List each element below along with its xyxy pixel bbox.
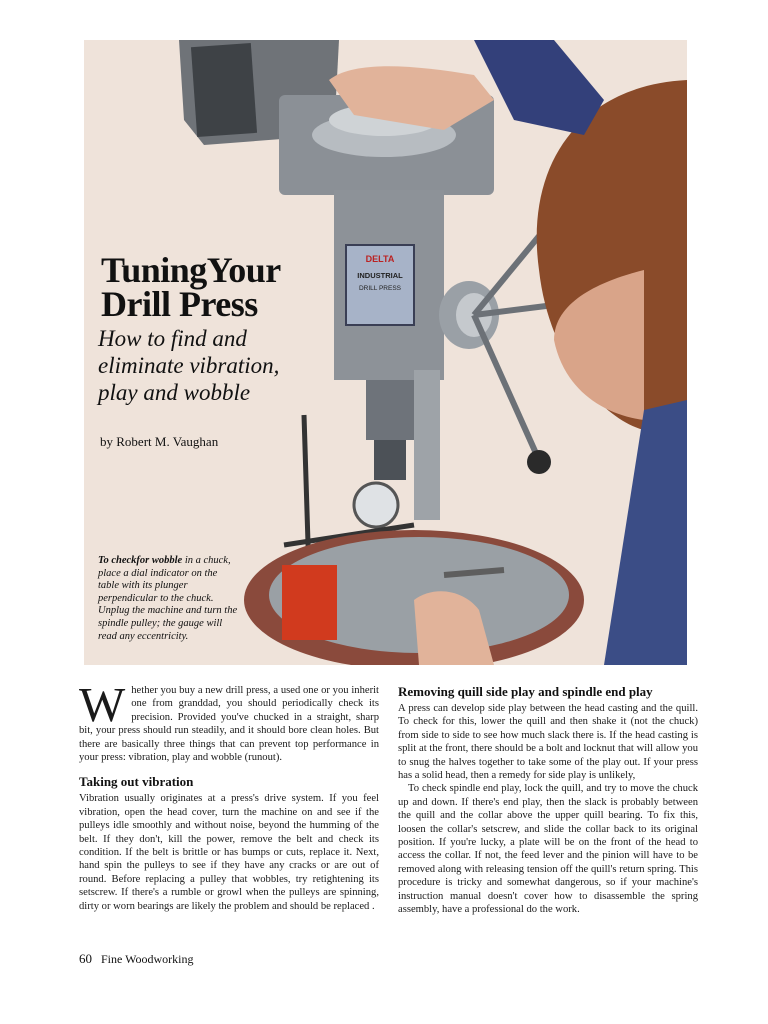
caption-lead: To checkfor wobble <box>98 555 183 566</box>
drop-cap: W <box>79 677 126 732</box>
section2-paragraph-1: A press can develop side play between the head casting and the quill. To check for this, lower the quill and then shake it (not the chuck) from side to side to see how much slack there is. If the head casting is split at the front, there should be a bolt and locknut that will allow you to snug the halves together to take some of the play out. If your press has a solid head, then a remedy for side play is unlikely, <box>398 703 698 782</box>
article-title-line1: TuningYour <box>101 250 281 290</box>
article-byline: by Robert M. Vaughan <box>100 434 219 449</box>
page-footer <box>79 951 193 967</box>
machine-label-line3: DRILL PRESS <box>358 285 402 292</box>
article-title <box>101 250 331 324</box>
machine-label-line2: INDUSTRIAL <box>357 271 403 280</box>
right-column <box>398 684 698 917</box>
photo-caption <box>98 555 238 643</box>
page-number: 60 <box>79 951 92 966</box>
section2-heading: Removing quill side play and spindle end play <box>398 684 653 699</box>
intro-paragraph <box>79 677 379 764</box>
section2-paragraph-2: To check spindle end play, lock the quill, and try to move the chuck up and down. If there's end play, then the slack is probably between the quill and the collar above the upper quill bearing. To fix this, loosen the collar's setscrew, and slide the collar back to its original position. If you're lucky, a plate will be on the front of the head to access the collar. If not, the feed lever and the pinion will have to be removed along with releasing tension off the quill's return spring. This procedure is tricky and somewhat dangerous, so if your machine's instruction manual doesn't cover how to disassemble the spring assembly, have a professional do the work. <box>398 783 698 916</box>
caption-text: in a chuck, place a dial indicator on the table with its plunger perpendicular to the chuck. Unplug the machine and turn the spindle pulley; the gauge will read any eccentricity. <box>98 555 238 642</box>
machine-label-line1: DELTA <box>365 254 395 264</box>
magazine-name: Fine Woodworking <box>101 952 194 966</box>
section1-heading: Taking out vibration <box>79 774 194 790</box>
left-column <box>79 677 379 913</box>
intro-text: hether you buy a new drill press, a used one or you inherit one from granddad, you should periodically check its precision. Provided you've chucked in a straight, sharp bit, your press should run steadily, and it should bore clean holes. But there are basically three things that can prevent top performance in your press: vibration, play and wobble (runout). <box>79 685 379 764</box>
section1-paragraph: Vibration usually originates at a press's drive system. If you feel vibration, open the head cover, turn the machine on and see if the pulleys idle smoothly and without noise, beyond the humming of the belt. If they don't, kill the power, remove the belt and check its condition. If the belt is brittle or has bumps or cuts, replace it. Next, hand spin the pulleys to see if they have any cracks or are out of round. Before replacing a pulley that wobbles, try retightening its setscrew. If there's a rumble or growl when the pulleys are spinning, dirty or worn bearings are likely the problem and should be replaced . <box>79 793 379 912</box>
article-subtitle: How to find and eliminate vibration, play and wobble <box>98 326 280 405</box>
article-title-line2: Drill Press <box>101 284 258 324</box>
